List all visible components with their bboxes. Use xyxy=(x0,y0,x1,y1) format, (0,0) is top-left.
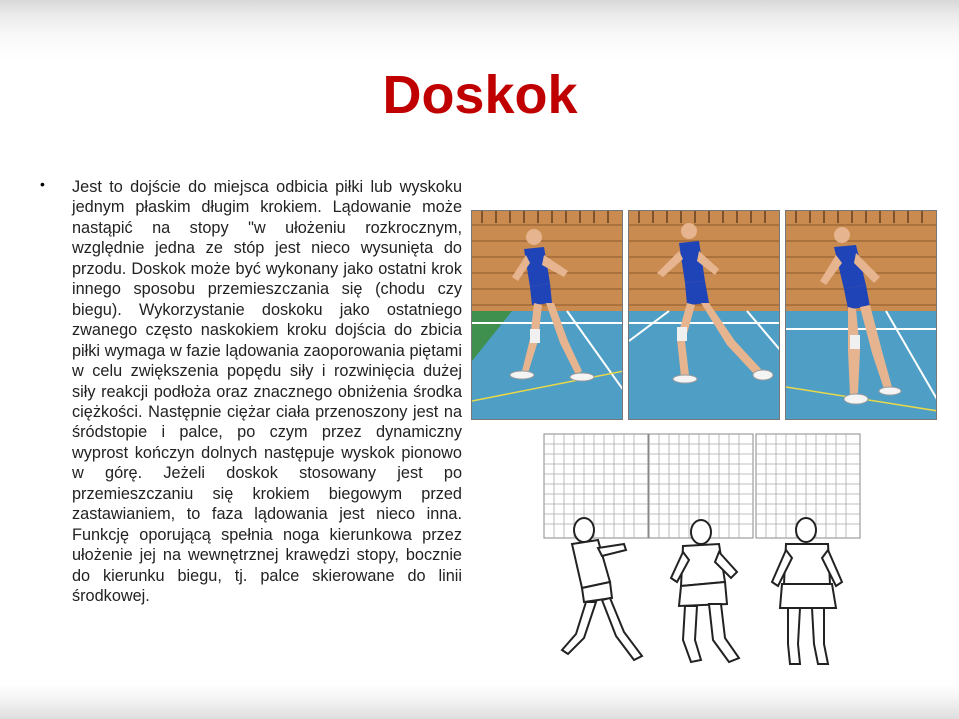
slide-title: Doskok xyxy=(382,65,578,125)
volleyball-player-photo-2 xyxy=(629,211,780,420)
bottom-gradient-band xyxy=(0,684,959,719)
body-paragraph: Jest to dojście do miejsca odbicia piłki lub wyskoku jednym płaskim długim krokiem. Lądowanie może nastąpić na stopy "w ułożeniu rozkrocznym, względnie jedna ze stóp jest nieco wysunięta do przodu. Doskok może być wykonany jako ostatni krok innego sposobu przemieszczania się (chodu czy biegu). Wykorzystanie doskoku jako ostatniego zwanego często naskokiem kroku dojścia do zbicia piłki wymaga w fazie lądowania zaoporowania piętami w celu zwiększenia popędu siły i rozwinięcia dużej siły reakcji podłoża oraz znacznego obniżenia środka ciężkości. Następnie ciężar ciała przenoszony jest na śródstopie i palce, po czym przez dynamiczny wyprost kończyn dolnych następuje wyskok pionowo w górę. Jeżeli doskok stosowany jest po przemieszczaniu się krokiem biegowym przed zastawianiem, to faza lądowania jest nieco inna. Funkcję oporującą spełnia noga kierunkowa przez ułożenie jej na wewnętrznej krawędzi stopy, bocznie do kierunku biegu, tj. palce skierowane do linii środkowej. xyxy=(72,178,462,606)
volleyball-player-photo-3 xyxy=(786,211,937,420)
photo-frame-2 xyxy=(628,210,780,420)
sketch-frame-3 xyxy=(750,432,878,672)
photo-frame-1 xyxy=(471,210,623,420)
player-sketch-3 xyxy=(750,432,878,672)
top-gradient-band xyxy=(0,0,959,60)
bullet-marker: • xyxy=(40,176,45,192)
volleyball-player-photo-1 xyxy=(472,211,623,420)
photo-frame-3 xyxy=(785,210,937,420)
